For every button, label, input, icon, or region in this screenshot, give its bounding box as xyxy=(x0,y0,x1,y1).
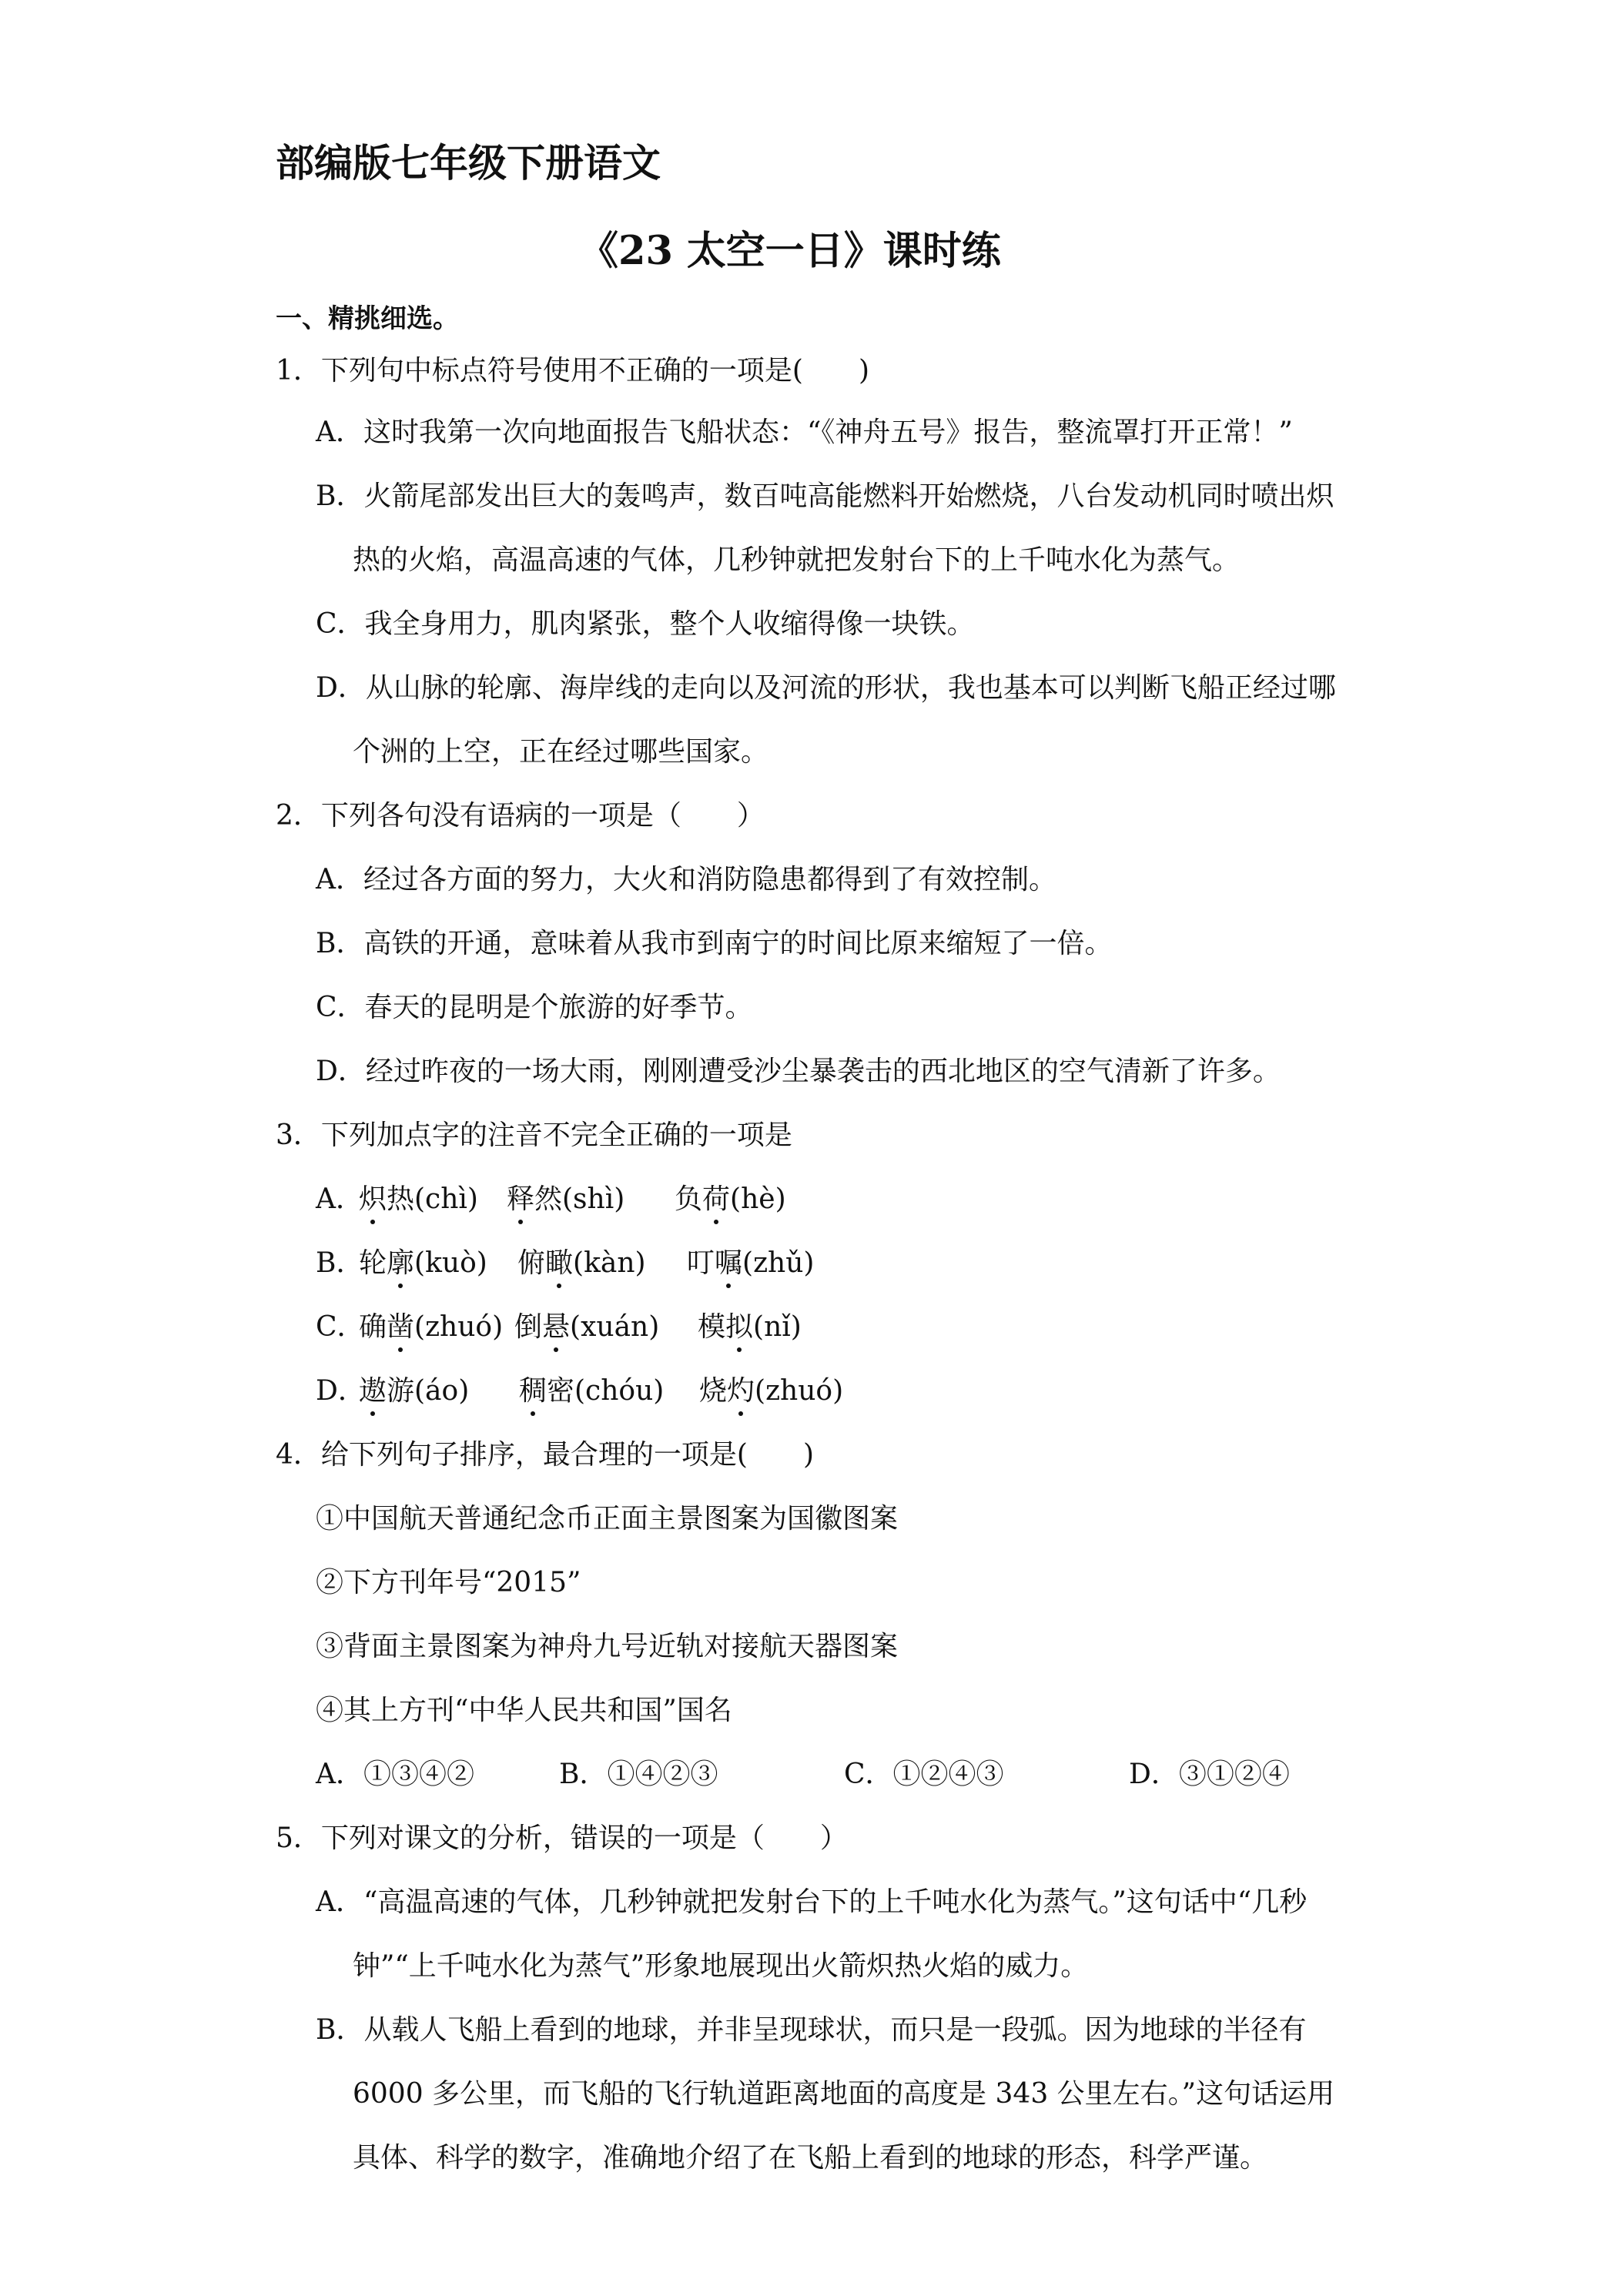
pinyin-word: 烧灼(zhuó) xyxy=(699,1375,844,1407)
lesson-title: 《23 太空一日》课时练 xyxy=(579,228,1001,274)
pinyin-word: 模拟(nǐ) xyxy=(698,1311,802,1343)
pinyin-word: 稠密(chóu) xyxy=(519,1375,665,1407)
section-heading: 一、精挑细选。 xyxy=(276,303,459,334)
question-3-stem: 3．下列加点字的注音不完全正确的一项是 xyxy=(276,1120,792,1151)
question-3-option-a xyxy=(316,1183,363,1217)
question-1-option-d-line1: D．从山脉的轮廓、海岸线的走向以及河流的形状，我也基本可以判断飞船正经过哪 xyxy=(316,672,1336,704)
question-2-stem: 2．下列各句没有语病的一项是（ ） xyxy=(276,800,765,832)
dotted-char: 释 xyxy=(507,1183,535,1215)
question-4-option-a: A．①③④② xyxy=(316,1759,474,1790)
dotted-char: 炽 xyxy=(359,1183,387,1215)
question-1-option-c: C．我全身用力，肌肉紧张，整个人收缩得像一块铁。 xyxy=(316,608,975,640)
question-5-option-a-line2: 钟”“上千吨水化为蒸气”形象地展现出火箭炽热火焰的威力。 xyxy=(353,1950,1089,1982)
question-5-option-a-line1: A．“高温高速的气体，几秒钟就把发射台下的上千吨水化为蒸气。”这句话中“几秒 xyxy=(316,1886,1308,1918)
question-1-option-b-line1: B．火箭尾部发出巨大的轰鸣声，数百吨高能燃料开始燃烧，八台发动机同时喷出炽 xyxy=(316,480,1334,512)
document-title: 部编版七年级下册语文 xyxy=(276,140,661,186)
pinyin-word: 释然(shì) xyxy=(507,1183,625,1215)
dotted-char: 稠 xyxy=(519,1375,547,1407)
question-1-option-a: A．这时我第一次向地面报告飞船状态：“《神舟五号》报告，整流罩打开正常！” xyxy=(316,417,1293,448)
pinyin-word: 俯瞰(kàn) xyxy=(517,1247,646,1279)
question-1-stem: 1．下列句中标点符号使用不正确的一项是( ) xyxy=(276,355,869,387)
question-1-option-d-line2: 个洲的上空，正在经过哪些国家。 xyxy=(353,736,769,768)
pinyin-word: 叮嘱(zhǔ) xyxy=(687,1247,815,1279)
question-4-option-d: D．③①②④ xyxy=(1129,1759,1290,1790)
question-4-option-c: C．①②④③ xyxy=(844,1759,1004,1790)
question-2-option-c: C．春天的昆明是个旅游的好季节。 xyxy=(316,992,753,1023)
question-5-option-b-line1: B．从载人飞船上看到的地球，并非呈现球状，而只是一段弧。因为地球的半径有 xyxy=(316,2014,1307,2046)
question-4-sentence-1: ①中国航天普通纪念币正面主景图案为国徽图案 xyxy=(316,1503,899,1535)
pinyin-word: 负荷(hè) xyxy=(675,1183,786,1215)
pinyin-word: 确凿(zhuó) xyxy=(359,1311,504,1343)
pinyin-word: 遨游(áo) xyxy=(359,1375,470,1407)
dotted-char: 荷 xyxy=(702,1183,731,1215)
question-3-option-b xyxy=(316,1247,363,1280)
dotted-char: 嘱 xyxy=(715,1247,743,1279)
question-3-option-c xyxy=(316,1310,365,1344)
pinyin-word: 炽热(chì) xyxy=(359,1183,478,1215)
pinyin-word: 轮廓(kuò) xyxy=(359,1247,487,1279)
question-5-option-b-line2: 6000 多公里，而飞船的飞行轨道距离地面的高度是 343 公里左右。”这句话运用 xyxy=(353,2078,1335,2110)
pinyin-word: 倒悬(xuán) xyxy=(514,1311,660,1343)
question-4-sentence-2: ②下方刊年号“2015” xyxy=(316,1567,581,1598)
question-4-option-b: B．①④②③ xyxy=(559,1759,718,1790)
option-letter: A． xyxy=(316,1183,363,1215)
question-4-sentence-3: ③背面主景图案为神舟九号近轨对接航天器图案 xyxy=(316,1631,899,1662)
option-letter: C． xyxy=(316,1311,365,1343)
question-2-option-d: D．经过昨夜的一场大雨，刚刚遭受沙尘暴袭击的西北地区的空气清新了许多。 xyxy=(316,1056,1281,1087)
question-5-option-b-line3: 具体、科学的数字，准确地介绍了在飞船上看到的地球的形态，科学严谨。 xyxy=(353,2142,1268,2174)
question-5-stem: 5．下列对课文的分析，错误的一项是（ ） xyxy=(276,1822,848,1854)
dotted-char: 廓 xyxy=(387,1247,415,1279)
dotted-char: 遨 xyxy=(359,1375,387,1407)
option-letter: B． xyxy=(316,1247,364,1279)
dotted-char: 瞰 xyxy=(545,1247,574,1279)
dotted-char: 拟 xyxy=(725,1311,754,1343)
option-letter: D． xyxy=(316,1375,366,1407)
dotted-char: 悬 xyxy=(542,1311,571,1343)
dotted-char: 凿 xyxy=(387,1311,415,1343)
question-4-stem: 4．给下列句子排序，最合理的一项是( ) xyxy=(276,1439,814,1471)
question-2-option-a: A．经过各方面的努力，大火和消防隐患都得到了有效控制。 xyxy=(316,864,1056,895)
question-1-option-b-line2: 热的火焰，高温高速的气体，几秒钟就把发射台下的上千吨水化为蒸气。 xyxy=(353,544,1241,576)
question-4-sentence-4: ④其上方刊“中华人民共和国”国名 xyxy=(316,1695,732,1726)
question-2-option-b: B．高铁的开通，意味着从我市到南宁的时间比原来缩短了一倍。 xyxy=(316,928,1113,959)
dotted-char: 灼 xyxy=(727,1375,755,1407)
